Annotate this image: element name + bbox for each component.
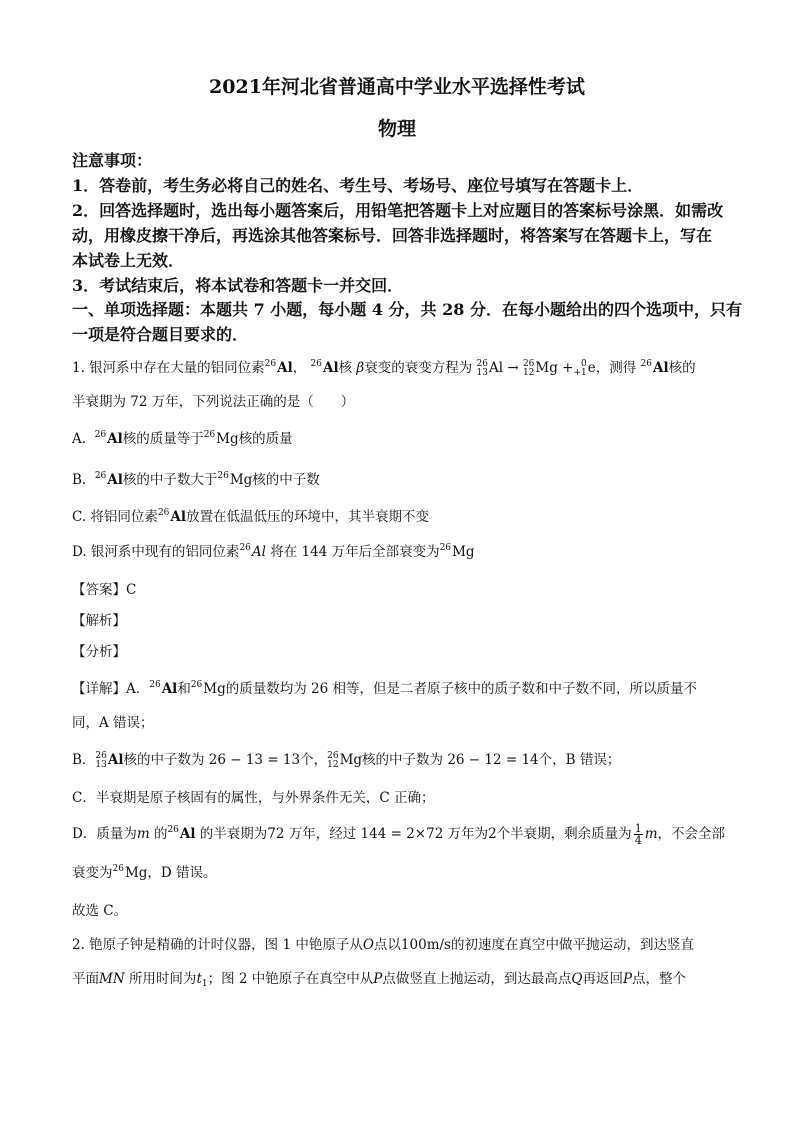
q1-option-d: D. 银河系中现有的铝同位素$^{26}$Al 将在 144 万年后全部衰变为$^{26}$Mg — [72, 543, 475, 560]
q1-detail-a-line1: 【详解】A．$^{26}$Al和$^{26}$Mg的质量数均为 26 相等，但是二者原子核中的质子数和中子数不同，所以质量不 — [72, 680, 697, 697]
notice-item-1: 1．答卷前，考生务必将自己的姓名、考生号、考场号、座位号填写在答题卡上． — [72, 176, 644, 195]
q1-detail-a-line2: 同，A 错误； — [72, 715, 154, 731]
q1-detail-d-line1: D．质量为m 的$^{26}$Al 的半衰期为72 万年，经过 144 = 2×72 万年为2个半衰期，剩余质量为 $\frac{1}{4}$ m，不会全部 — [72, 822, 725, 847]
q1-detail-c: C．半衰期是原子核固有的属性，与外界条件无关，C 正确； — [72, 790, 435, 806]
notice-item-2a: 2．回答选择题时，选出每小题答案后，用铅笔把答题卡上对应题目的答案标号涂黑．如需改 — [72, 201, 724, 220]
q1-option-b: B. $^{26}$Al核的中子数大于$^{26}$Mg核的中子数 — [72, 471, 320, 488]
q1-answer: 【答案】C — [72, 582, 137, 598]
section1-heading-b: 一项是符合题目要求的． — [72, 325, 249, 344]
q1-detail-d-line2: 衰变为$^{26}$Mg，D 错误。 — [72, 864, 217, 881]
exam-title: 2021年河北省普通高中学业水平选择性考试 — [209, 76, 585, 98]
notice-item-3: 3．考试结束后，将本试卷和答题卡一并交回． — [72, 276, 404, 295]
exam-subject: 物理 — [377, 118, 416, 140]
q2-stem-line2: 平面MN 所用时间为$t_1$；图 2 中铯原子在真空中从P点做竖直上抛运动，到达最高点Q再返回P点，整个 — [72, 971, 687, 989]
q1-fenxi-tag: 【分析】 — [72, 644, 126, 660]
section1-heading-a: 一、单项选择题：本题共 7 小题，每小题 4 分，共 28 分．在每小题给出的四个选项中，只有 — [72, 300, 742, 319]
q1-conclusion: 故选 C。 — [72, 903, 128, 919]
q1-stem-line1: 1. 银河系中存在大量的铝同位素$^{26}$Al， $^{26}$Al核 β衰变的衰变方程为 26 13 Al → 26 12 Mg + 0 +1 e，测得 $^{26}$Al核的 — [72, 359, 696, 378]
q1-option-a: A. $^{26}$Al核的质量等于$^{26}$Mg核的质量 — [72, 430, 293, 447]
notice-heading: 注意事项： — [72, 151, 153, 170]
notice-item-2b: 动，用橡皮擦干净后，再选涂其他答案标号．回答非选择题时，将答案写在答题卡上，写在 — [72, 226, 713, 245]
q1-analysis-tag: 【解析】 — [72, 613, 126, 629]
q2-stem-line1: 2. 铯原子钟是精确的计时仪器，图 1 中铯原子从O点以100m/s的初速度在真空中做平抛运动，到达竖直 — [72, 937, 694, 953]
q1-detail-b: B． 26 13 Al核的中子数为 26 − 13 = 13个， 26 12 Mg核的中子数为 26 − 12 = 14个，B 错误； — [72, 751, 621, 770]
q1-option-c: C. 将铝同位素$^{26}$Al放置在低温低压的环境中，其半衰期不变 — [72, 508, 429, 525]
q1-stem-line2: 半衰期为 72 万年，下列说法正确的是（ ） — [72, 394, 355, 410]
notice-item-2c: 本试卷上无效． — [72, 251, 185, 270]
